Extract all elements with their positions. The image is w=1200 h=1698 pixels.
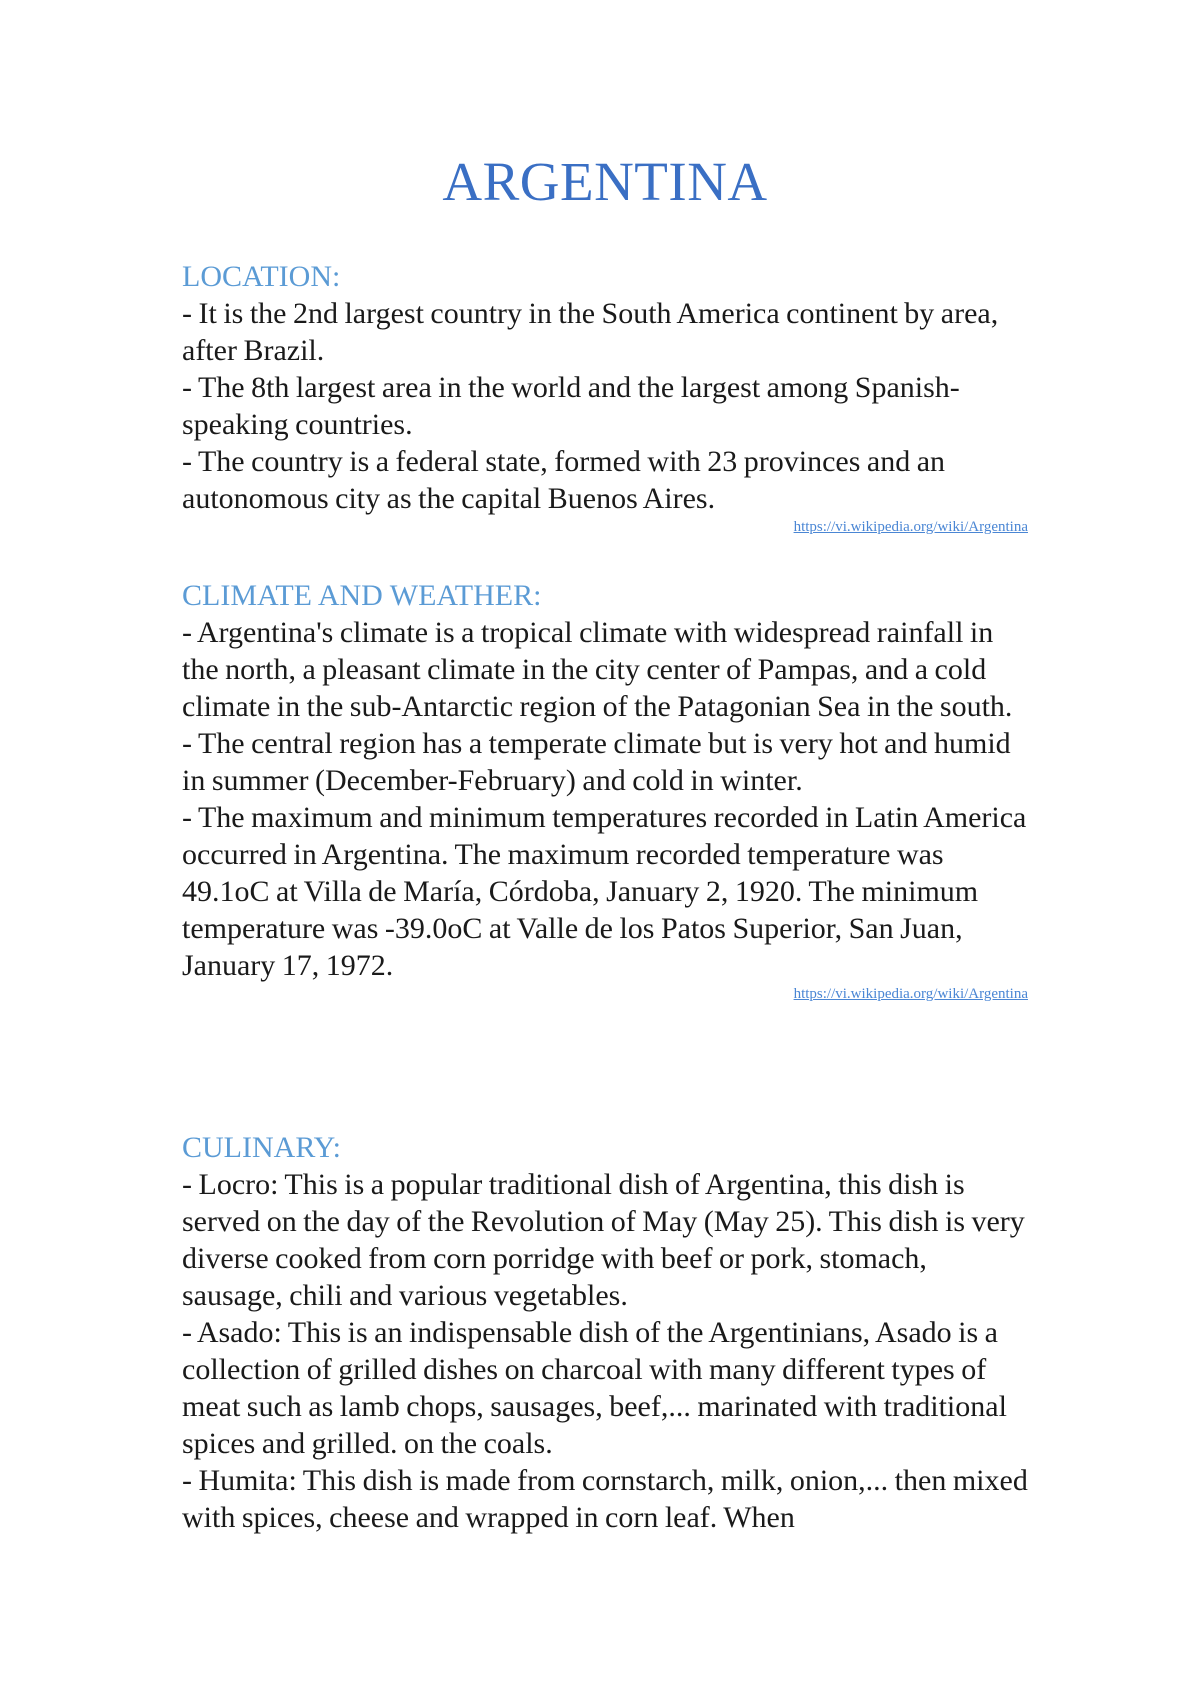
section-culinary [182, 1129, 1028, 1536]
section-climate [182, 577, 1028, 1004]
location-bullet-3: - The country is a federal state, formed with 23 provinces and an autonomous city as the capital Buenos Aires. [182, 445, 946, 515]
section-location [182, 258, 1028, 537]
document-title: ARGENTINA [442, 151, 768, 212]
location-source-link[interactable]: https://vi.wikipedia.org/wiki/Argentina [793, 519, 1028, 535]
culinary-bullet-1: - Locro: This is a popular traditional dish of Argentina, this dish is served on the day of the Revolution of May (May 25). This dish is very diverse cooked from corn porridge with beef or pork, stomach, sausage, chili and various vegetables. [182, 1168, 1025, 1312]
section-heading-culinary: CULINARY: [182, 1131, 341, 1164]
culinary-bullet-3: - Humita: This dish is made from cornstarch, milk, onion,... then mixed with spices, cheese and wrapped in corn leaf. When [182, 1464, 1028, 1534]
climate-bullet-2: - The central region has a temperate climate but is very hot and humid in summer (December-February) and cold in winter. [182, 727, 1011, 797]
location-bullet-2: - The 8th largest area in the world and the largest among Spanish-speaking countries. [182, 371, 960, 441]
climate-bullet-3: - The maximum and minimum temperatures recorded in Latin America occurred in Argentina. The maximum recorded temperature was 49.1oC at Villa de María, Córdoba, January 2, 1920. The minimum temperature was -39.0oC at Valle de los Patos Superior, San Juan, January 17, 1972. [182, 801, 1027, 982]
location-bullet-1: - It is the 2nd largest country in the South America continent by area, after Brazil. [182, 297, 999, 367]
culinary-bullet-2: - Asado: This is an indispensable dish of the Argentinians, Asado is a collection of grilled dishes on charcoal with many different types of meat such as lamb chops, sausages, beef,... marinated with traditional spices and grilled. on the coals. [182, 1316, 1007, 1460]
climate-source-link[interactable]: https://vi.wikipedia.org/wiki/Argentina [793, 986, 1028, 1002]
section-heading-location: LOCATION: [182, 260, 341, 293]
section-heading-climate: CLIMATE AND WEATHER: [182, 579, 542, 612]
climate-bullet-1: - Argentina's climate is a tropical climate with widespread rainfall in the north, a pleasant climate in the city center of Pampas, and a cold climate in the sub-Antarctic region of the Patagonian Sea in the south. [182, 616, 1013, 723]
